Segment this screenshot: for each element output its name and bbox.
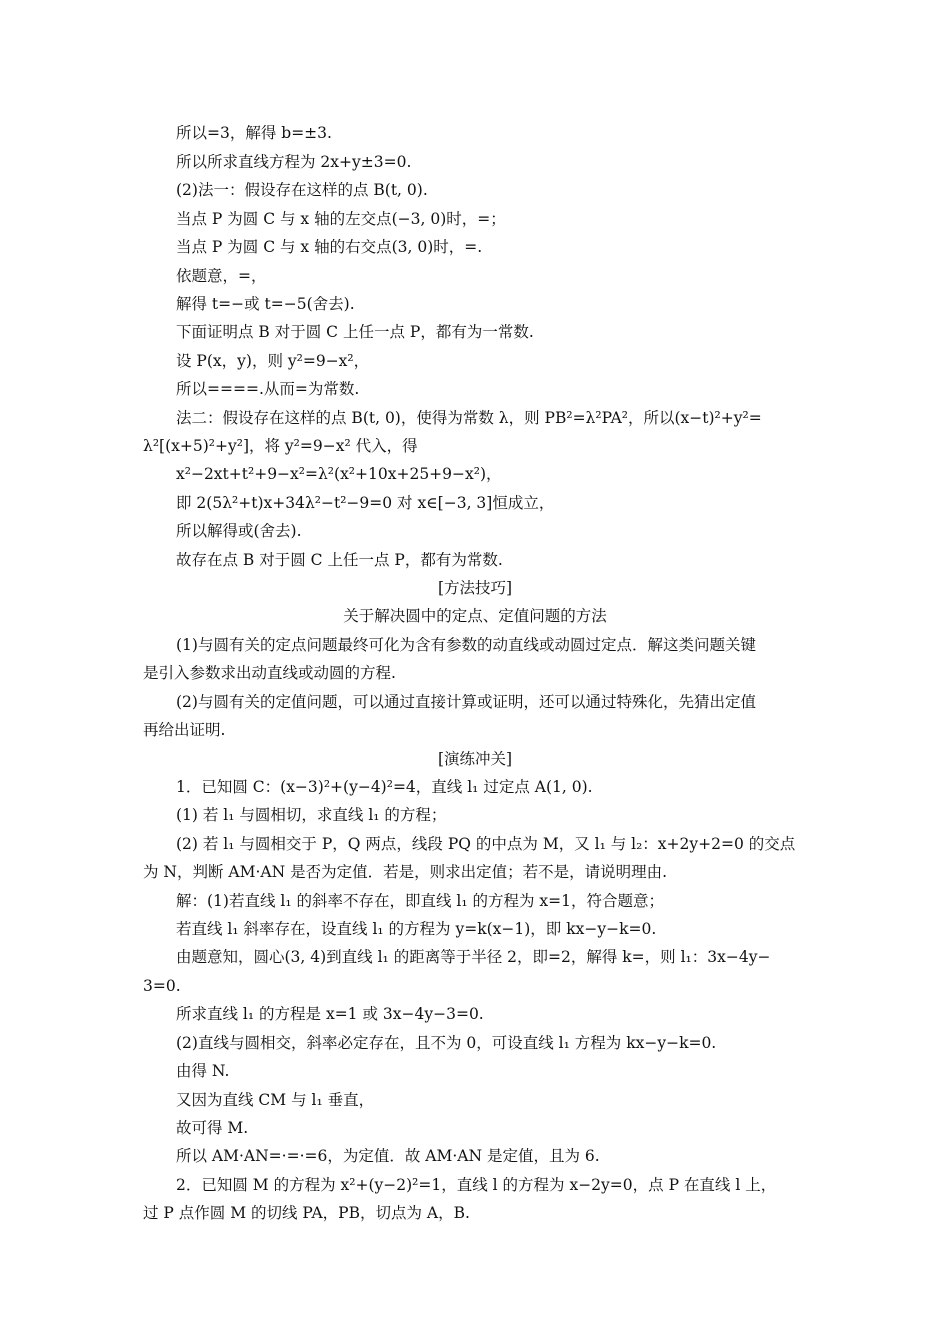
text-line: 依题意，=，	[176, 267, 267, 285]
text-line: 再给出证明.	[143, 721, 226, 739]
text-line: 若直线 l₁ 斜率存在，设直线 l₁ 的方程为 y=k(x−1)，即 kx−y−k=0.	[176, 920, 657, 938]
text-line: (2)与圆有关的定值问题，可以通过直接计算或证明，还可以通过特殊化，先猜出定值	[176, 693, 756, 711]
text-line: 过 P 点作圆 M 的切线 PA，PB，切点为 A，B.	[143, 1204, 470, 1222]
text-line: 法二：假设存在这样的点 B(t, 0)，使得为常数 λ，则 PB²=λ²PA²，所以(x−t)²+y²=	[176, 409, 762, 427]
text-line: 1．已知圆 C：(x−3)²+(y−4)²=4，直线 l₁ 过定点 A(1, 0).	[176, 778, 593, 796]
text-line: (2) 若 l₁ 与圆相交于 P，Q 两点，线段 PQ 的中点为 M，又 l₁ 与 l₂：x+2y+2=0 的交点	[176, 835, 796, 853]
text-line: 所以====.从而=为常数.	[176, 380, 360, 398]
text-line: 所以所求直线方程为 2x+y±3=0.	[176, 153, 412, 171]
text-line: 解得 t=−或 t=−5(舍去).	[176, 295, 355, 313]
text-line: 所求直线 l₁ 的方程是 x=1 或 3x−4y−3=0.	[176, 1005, 484, 1023]
text-line: x²−2xt+t²+9−x²=λ²(x²+10x+25+9−x²)，	[176, 465, 502, 483]
text-line: (1)与圆有关的定点问题最终可化为含有参数的动直线或动圆过定点．解这类问题关键	[176, 636, 756, 654]
text-line: 所以 AM·AN=·=·=6，为定值．故 AM·AN 是定值，且为 6.	[176, 1147, 600, 1165]
text-line: 2．已知圆 M 的方程为 x²+(y−2)²=1，直线 l 的方程为 x−2y=0，点 P 在直线 l 上，	[176, 1176, 777, 1194]
text-line: 故存在点 B 对于圆 C 上任一点 P，都有为常数.	[176, 551, 503, 569]
text-line: 由得 N.	[176, 1062, 230, 1080]
text-line: 设 P(x，y)，则 y²=9−x²，	[176, 352, 370, 370]
text-line: 当点 P 为圆 C 与 x 轴的左交点(−3, 0)时，=；	[176, 210, 506, 228]
text-line: 为 N，判断 AM·AN 是否为定值．若是，则求出定值；若不是，请说明理由.	[143, 863, 668, 881]
text-line: 又因为直线 CM 与 l₁ 垂直，	[176, 1091, 375, 1109]
section-heading: [演练冲关]	[437, 750, 513, 768]
text-line: 所以解得或(舍去).	[176, 522, 302, 540]
text-line: 当点 P 为圆 C 与 x 轴的右交点(3, 0)时，=.	[176, 238, 483, 256]
text-line: (2)直线与圆相交，斜率必定存在，且不为 0，可设直线 l₁ 方程为 kx−y−k=0.	[176, 1034, 717, 1052]
text-line: 下面证明点 B 对于圆 C 上任一点 P，都有为一常数.	[176, 323, 534, 341]
text-line: 即 2(5λ²+t)x+34λ²−t²−9=0 对 x∈[−3, 3]恒成立，	[176, 494, 555, 512]
text-line: 解：(1)若直线 l₁ 的斜率不存在，即直线 l₁ 的方程为 x=1，符合题意；	[176, 892, 665, 910]
text-line: 故可得 M.	[176, 1119, 249, 1137]
text-line: (1) 若 l₁ 与圆相切，求直线 l₁ 的方程；	[176, 806, 447, 824]
text-line: 是引入参数求出动直线或动圆的方程.	[143, 664, 396, 682]
text-line: 由题意知，圆心(3, 4)到直线 l₁ 的距离等于半径 2，即=2，解得 k=，则 l₁：3x−4y−	[176, 948, 771, 966]
text-line: 所以=3，解得 b=±3.	[176, 124, 332, 142]
section-title: 关于解决圆中的定点、定值问题的方法	[343, 607, 607, 625]
text-line: 3=0.	[143, 977, 181, 995]
text-line: λ²[(x+5)²+y²]，将 y²=9−x² 代入，得	[143, 437, 418, 455]
text-line: (2)法一：假设存在这样的点 B(t, 0).	[176, 181, 428, 199]
section-heading: [方法技巧]	[437, 579, 513, 597]
